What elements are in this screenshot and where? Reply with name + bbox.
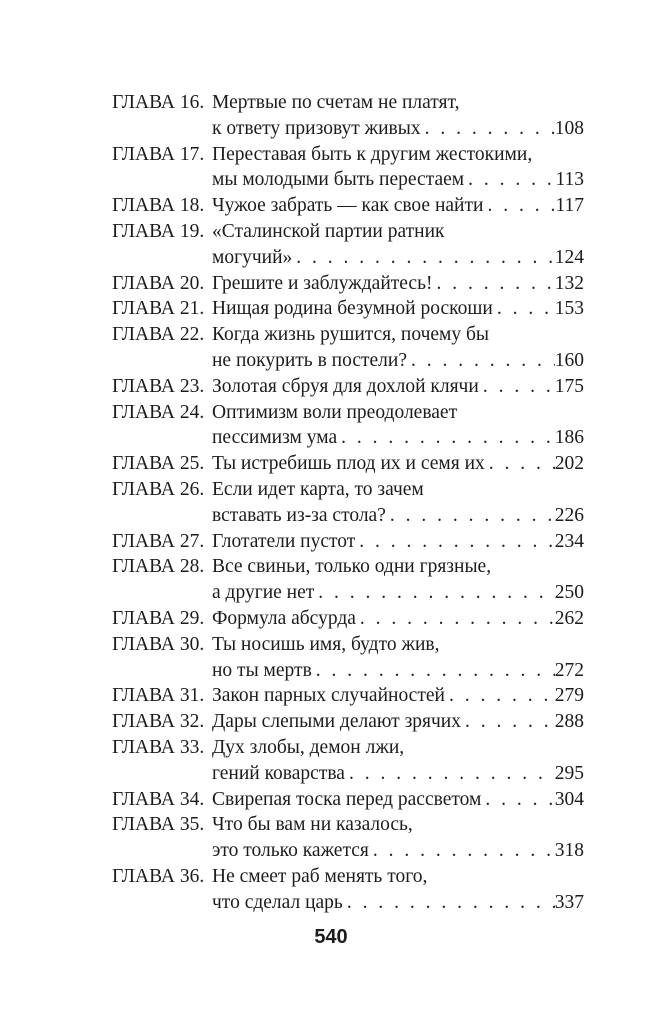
toc-entry — [112, 296, 584, 322]
chapter-title: это только кажется — [212, 840, 369, 862]
dot-leader — [432, 271, 554, 297]
page-ref: 272 — [554, 659, 584, 681]
toc-line — [112, 348, 584, 374]
chapter-label: ГЛАВА 26. — [112, 478, 205, 500]
chapter-title: не покурить в постели? — [212, 349, 407, 371]
toc-line — [112, 683, 584, 709]
toc-entry — [112, 812, 584, 864]
chapter-title: Ты носишь имя, будто жив, — [212, 633, 440, 655]
dot-leader — [493, 296, 555, 322]
toc-line — [112, 90, 584, 116]
chapter-title: Переставая быть к другим жестокими, — [212, 143, 533, 165]
toc-entry — [112, 322, 584, 374]
dot-leader — [314, 580, 554, 606]
toc-line — [112, 787, 584, 813]
chapter-title: могучий» — [212, 246, 293, 268]
chapter-label: ГЛАВА 31. — [112, 685, 205, 707]
toc-entry — [112, 90, 584, 142]
toc-entry — [112, 632, 584, 684]
chapter-title: но ты мертв — [212, 659, 312, 681]
chapter-label: ГЛАВА 17. — [112, 143, 205, 165]
chapter-title: Глотатели пустот — [212, 530, 356, 552]
page-number: 540 — [314, 926, 348, 948]
chapter-label: ГЛАВА 34. — [112, 788, 205, 810]
page-ref: 304 — [554, 788, 584, 810]
page-ref: 295 — [554, 762, 584, 784]
toc-line — [112, 219, 584, 245]
toc-line — [112, 425, 584, 451]
chapter-title: Что бы вам ни казалось, — [212, 814, 413, 836]
toc-line — [112, 271, 584, 297]
chapter-title: а другие нет — [212, 582, 315, 604]
page-ref: 186 — [554, 427, 584, 449]
toc-line — [112, 761, 584, 787]
chapter-title: Формула абсурда — [212, 607, 356, 629]
toc-line — [112, 890, 584, 916]
toc-entry — [112, 477, 584, 529]
dot-leader — [479, 374, 555, 400]
toc-entry — [112, 374, 584, 400]
chapter-title: Свирепая тоска перед рассветом — [212, 788, 482, 810]
dot-leader — [369, 838, 555, 864]
page-ref: 226 — [554, 504, 584, 526]
page-ref: 288 — [554, 711, 584, 733]
dot-leader — [355, 529, 554, 555]
dot-leader — [343, 890, 555, 916]
toc-line — [112, 167, 584, 193]
chapter-title: пессимизм ума — [212, 427, 338, 449]
chapter-title: Если идет карта, то зачем — [212, 478, 424, 500]
page-ref: 175 — [554, 375, 584, 397]
toc-line — [112, 374, 584, 400]
chapter-label: ГЛАВА 23. — [112, 375, 205, 397]
chapter-title: Оптимизм воли преодолевает — [212, 401, 458, 423]
dot-leader — [461, 709, 555, 735]
dot-leader — [345, 761, 555, 787]
dot-leader — [312, 658, 555, 684]
toc-line — [112, 838, 584, 864]
page-ref: 153 — [554, 298, 584, 320]
toc-line — [112, 709, 584, 735]
toc-line — [112, 193, 584, 219]
chapter-label: ГЛАВА 27. — [112, 530, 205, 552]
toc-entry — [112, 193, 584, 219]
chapter-title: что сделал царь — [212, 891, 343, 913]
toc-entry — [112, 142, 584, 194]
page-ref: 234 — [554, 530, 584, 552]
toc-line — [112, 606, 584, 632]
page-ref: 337 — [554, 891, 584, 913]
chapter-label: ГЛАВА 32. — [112, 711, 205, 733]
page-ref: 132 — [554, 272, 584, 294]
toc-entry — [112, 864, 584, 916]
chapter-title: вставать из-за стола? — [212, 504, 386, 526]
toc-line — [112, 864, 584, 890]
toc-line — [112, 812, 584, 838]
chapter-label: ГЛАВА 21. — [112, 298, 205, 320]
toc-entry — [112, 271, 584, 297]
chapter-title: «Сталинской партии ратник — [212, 220, 445, 242]
chapter-label: ГЛАВА 36. — [112, 865, 205, 887]
toc-line — [112, 322, 584, 348]
chapter-title: к ответу призовут живых — [212, 117, 421, 139]
toc-line — [112, 529, 584, 555]
toc-entry — [112, 709, 584, 735]
dot-leader — [356, 606, 555, 632]
chapter-title: Мертвые по счетам не платят, — [212, 92, 460, 113]
page-ref: 160 — [554, 349, 584, 371]
toc-line — [112, 116, 584, 142]
chapter-label: ГЛАВА 20. — [112, 272, 205, 294]
chapter-title: Дары слепыми делают зрячих — [212, 711, 461, 733]
chapter-label: ГЛАВА 22. — [112, 324, 205, 346]
toc-entry — [112, 400, 584, 452]
chapter-title: Дух злобы, демон лжи, — [212, 736, 405, 758]
toc-line — [112, 451, 584, 477]
page-ref: 113 — [555, 169, 584, 191]
chapter-label: ГЛАВА 28. — [112, 556, 205, 578]
toc-entry — [112, 554, 584, 606]
table-of-contents — [112, 90, 584, 916]
toc-line — [112, 554, 584, 580]
chapter-title: Все свиньи, только одни грязные, — [212, 556, 492, 578]
toc-line — [112, 735, 584, 761]
page-ref: 279 — [554, 685, 584, 707]
chapter-label: ГЛАВА 35. — [112, 814, 205, 836]
chapter-title: Золотая сбруя для дохлой клячи — [212, 375, 479, 397]
toc-entry — [112, 683, 584, 709]
chapter-label: ГЛАВА 25. — [112, 453, 205, 475]
page-ref: 108 — [554, 117, 584, 139]
toc-line — [112, 400, 584, 426]
toc-entry — [112, 529, 584, 555]
dot-leader — [386, 503, 555, 529]
page-ref: 262 — [554, 607, 584, 629]
dot-leader — [445, 683, 555, 709]
chapter-label: ГЛАВА 29. — [112, 607, 205, 629]
page-ref: 202 — [554, 453, 584, 475]
chapter-label: ГЛАВА 33. — [112, 736, 205, 758]
toc-line — [112, 477, 584, 503]
page-ref: 124 — [554, 246, 584, 268]
chapter-title: Не смеет раб менять того, — [212, 865, 428, 887]
toc-entry — [112, 606, 584, 632]
toc-line — [112, 296, 584, 322]
dot-leader — [407, 348, 555, 374]
toc-entry — [112, 219, 584, 271]
page-ref: 318 — [554, 840, 584, 862]
chapter-title: Ты истребишь плод их и семя их — [212, 453, 485, 475]
chapter-label: ГЛАВА 18. — [112, 195, 205, 217]
chapter-title: Закон парных случайностей — [212, 685, 445, 707]
dot-leader — [464, 167, 555, 193]
toc-line — [112, 658, 584, 684]
toc-line — [112, 580, 584, 606]
chapter-title: мы молодыми быть перестаем — [212, 169, 465, 191]
dot-leader — [485, 451, 555, 477]
chapter-title: Чужое забрать — как свое найти — [212, 195, 484, 217]
chapter-label: ГЛАВА 19. — [112, 220, 205, 242]
chapter-label: ГЛАВА 30. — [112, 633, 205, 655]
chapter-title: Нищая родина безумной роскоши — [212, 298, 493, 320]
page-ref: 117 — [555, 195, 584, 217]
chapter-title: гений коварства — [212, 762, 345, 784]
toc-entry — [112, 787, 584, 813]
chapter-label: ГЛАВА 24. — [112, 401, 205, 423]
toc-line — [112, 245, 584, 271]
toc-line — [112, 503, 584, 529]
dot-leader — [292, 245, 554, 271]
toc-line — [112, 142, 584, 168]
dot-leader — [481, 787, 554, 813]
chapter-title: Грешите и заблуждайтесь! — [212, 272, 433, 294]
toc-entry — [112, 451, 584, 477]
page-ref: 250 — [554, 582, 584, 604]
dot-leader — [421, 116, 555, 142]
chapter-title: Когда жизнь рушится, почему бы — [212, 324, 490, 346]
toc-line — [112, 632, 584, 658]
toc-entry — [112, 735, 584, 787]
dot-leader — [483, 193, 555, 219]
chapter-label: ГЛАВА 16. — [112, 92, 205, 113]
dot-leader — [337, 425, 555, 451]
